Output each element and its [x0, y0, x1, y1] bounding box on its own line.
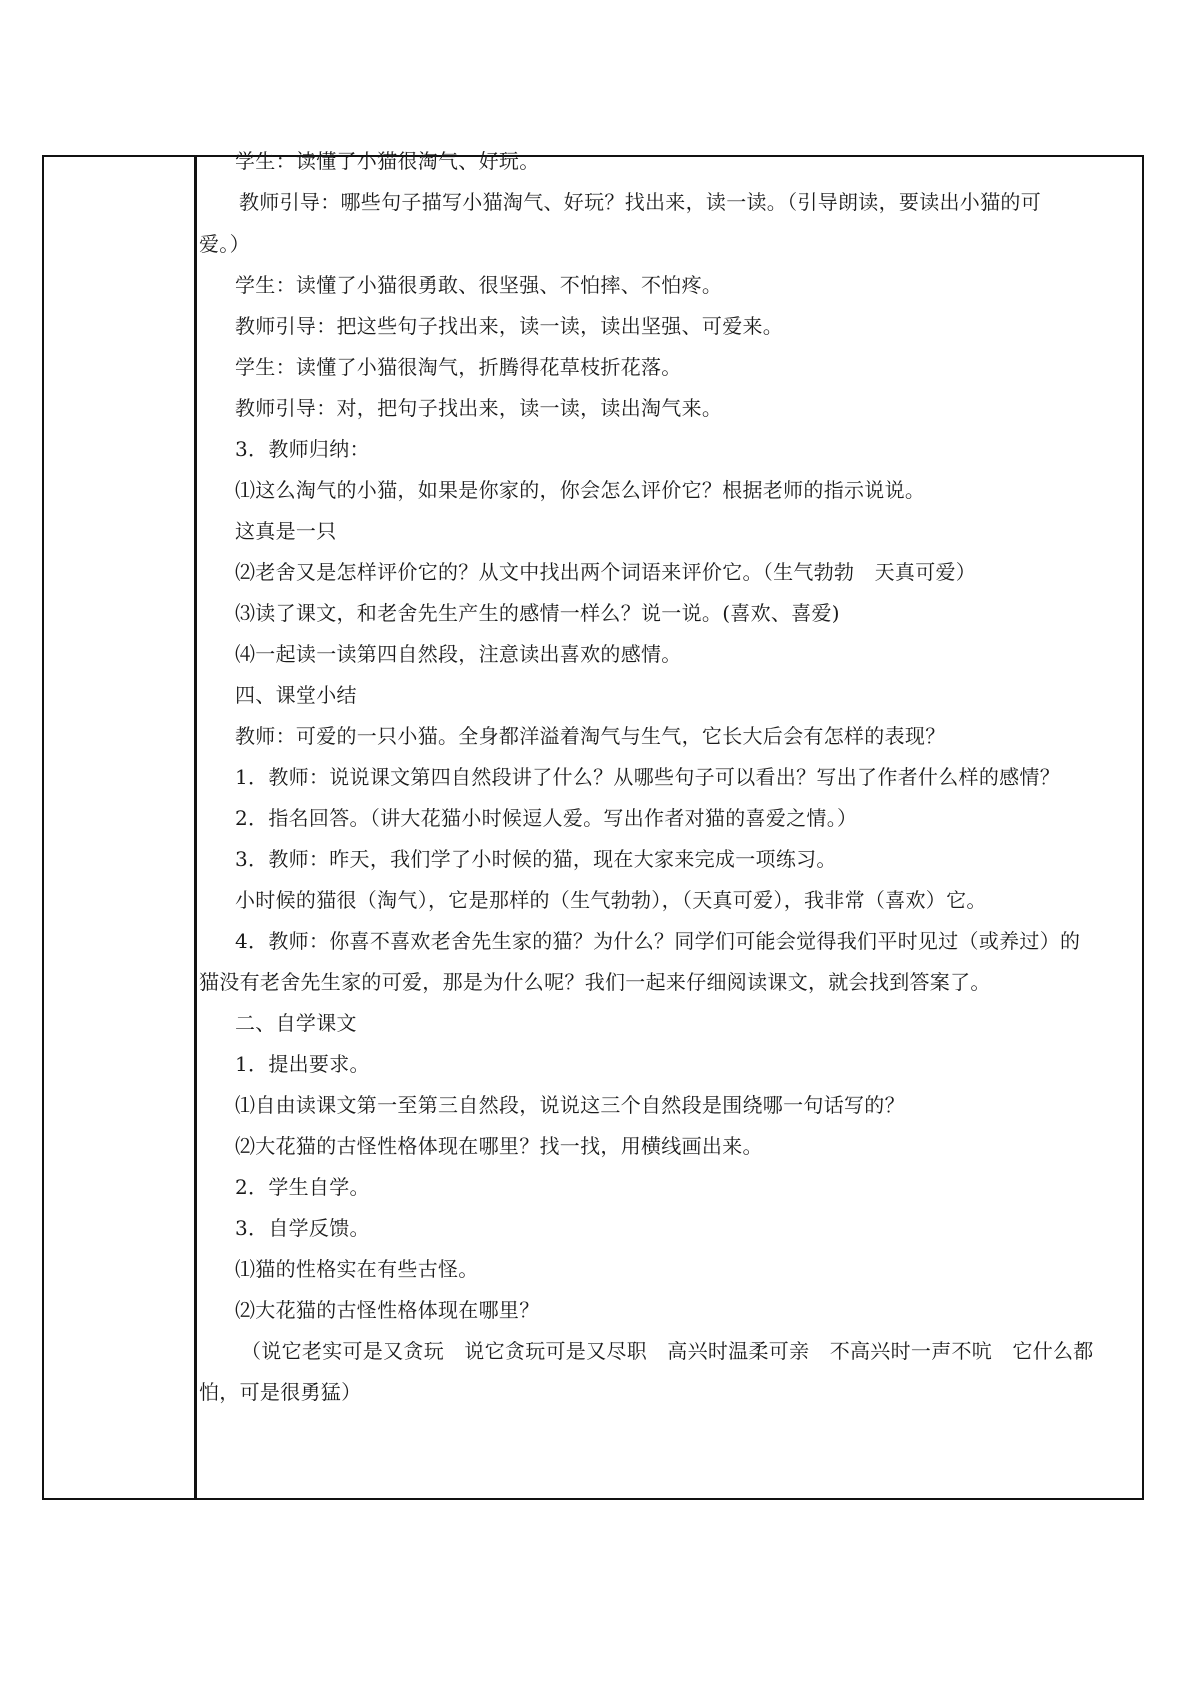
- text-line-13: ⑷一起读一读第四自然段，注意读出喜欢的感情。: [235, 642, 682, 666]
- text-line-11: ⑵老舍又是怎样评价它的？从文中找出两个词语来评价它。（生气勃勃 天真可爱）: [235, 560, 977, 584]
- text-line-24: ⑴自由读课文第一至第三自然段，说说这三个自然段是围绕哪一句话写的？: [235, 1093, 905, 1117]
- text-line-7: 教师引导：对，把句子找出来，读一读，读出淘气来。: [235, 396, 723, 420]
- text-line-19: 小时候的猫很（淘气），它是那样的（生气勃勃），（天真可爱），我非常（喜欢）它。: [235, 888, 987, 912]
- text-line-6: 学生：读懂了小猫很淘气，折腾得花草枝折花落。: [235, 355, 682, 379]
- text-line-4: 学生：读懂了小猫很勇敢、很坚强、不怕摔、不怕疼。: [235, 273, 723, 297]
- text-line-14: 四、课堂小结: [235, 683, 357, 707]
- text-line-5: 教师引导：把这些句子找出来，读一读，读出坚强、可爱来。: [235, 314, 784, 338]
- text-line-9: ⑴这么淘气的小猫，如果是你家的，你会怎么评价它？根据老师的指示说说。: [235, 478, 926, 502]
- text-line-16: 1．教师：说说课文第四自然段讲了什么？从哪些句子可以看出？写出了作者什么样的感情？: [235, 765, 1061, 789]
- text-line-30: （说它老实可是又贪玩 说它贪玩可是又尽职 高兴时温柔可亲 不高兴时一声不吭 它什么都: [241, 1339, 1094, 1363]
- text-line-3: 爱。）: [199, 232, 250, 256]
- text-line-25: ⑵大花猫的古怪性格体现在哪里？找一找，用横线画出来。: [235, 1134, 763, 1158]
- text-line-15: 教师：可爱的一只小猫。全身都洋溢着淘气与生气，它长大后会有怎样的表现？: [235, 724, 946, 748]
- text-line-20: 4．教师：你喜不喜欢老舍先生家的猫？为什么？同学们可能会觉得我们平时见过（或养过）的: [235, 929, 1081, 953]
- table-left-cell: [44, 157, 197, 1498]
- text-line-22: 二、自学课文: [235, 1011, 357, 1035]
- text-line-2: 教师引导：哪些句子描写小猫淘气、好玩？找出来，读一读。（引导朗读，要读出小猫的可: [239, 190, 1041, 214]
- text-line-21: 猫没有老舍先生家的可爱，那是为什么呢？我们一起来仔细阅读课文，就会找到答案了。: [199, 970, 991, 994]
- text-line-28: ⑴猫的性格实在有些古怪。: [235, 1257, 479, 1281]
- text-line-12: ⑶读了课文，和老舍先生产生的感情一样么？说一说。(喜欢、喜爱): [235, 601, 840, 625]
- table-content-cell: [197, 149, 1142, 1498]
- text-line-23: 1．提出要求。: [235, 1052, 370, 1076]
- text-line-26: 2．学生自学。: [235, 1175, 370, 1199]
- text-line-17: 2．指名回答。（讲大花猫小时候逗人爱。写出作者对猫的喜爱之情。）: [235, 806, 858, 830]
- text-line-18: 3．教师：昨天，我们学了小时候的猫，现在大家来完成一项练习。: [235, 847, 837, 871]
- text-line-8: 3．教师归纳：: [235, 437, 370, 461]
- text-line-27: 3．自学反馈。: [235, 1216, 370, 1240]
- text-line-10: 这真是一只: [235, 519, 337, 543]
- text-line-29: ⑵大花猫的古怪性格体现在哪里？: [235, 1298, 540, 1322]
- text-line-1: 学生：读懂了小猫很淘气、好玩。: [235, 149, 540, 173]
- text-line-31: 怕，可是很勇猛）: [199, 1380, 362, 1404]
- lesson-table: [42, 149, 1144, 1500]
